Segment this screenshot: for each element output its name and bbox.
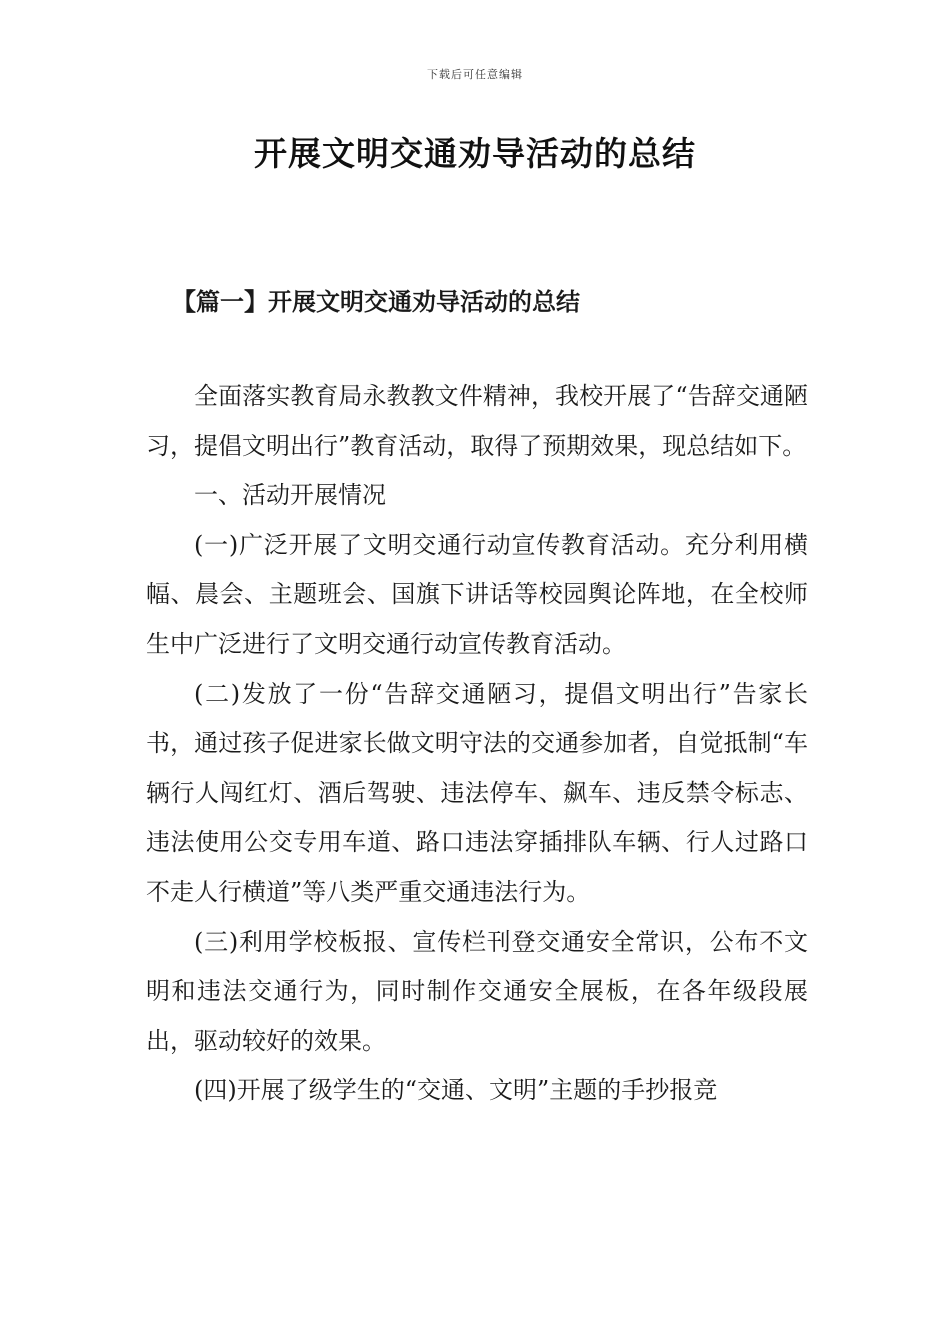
paragraph-item-1: (一)广泛开展了文明交通行动宣传教育活动。充分利用横幅、晨会、主题班会、国旗下讲话等校园舆论阵地，在全校师生中广泛进行了文明交通行动宣传教育活动。 [146, 530, 808, 658]
document-body [146, 372, 808, 1116]
paragraph-item-2: (二)发放了一份“告辞交通陋习，提倡文明出行”告家长书，通过孩子促进家长做文明守法的交通参加者，自觉抵制“车辆行人闯红灯、酒后驾驶、违法停车、飙车、违反禁令标志、违法使用公交专用车道、路口违法穿插排队车辆、行人过路口不走人行横道”等八类严重交通违法行为。 [146, 679, 808, 906]
subheading-activity-status: 一、活动开展情况 [194, 481, 386, 510]
paragraph-item-4: (四)开展了级学生的“交通、文明”主题的手抄报竞 [194, 1076, 718, 1105]
intro-paragraph: 全面落实教育局永教教文件精神，我校开展了“告辞交通陋习，提倡文明出行”教育活动，取得了预期效果，现总结如下。 [146, 382, 808, 460]
section-heading: 【篇一】开展文明交通劝导活动的总结 [172, 287, 580, 316]
paragraph-item-3: (三)利用学校板报、宣传栏刊登交通安全常识，公布不文明和违法交通行为，同时制作交通安全展板，在各年级段展出，驱动较好的效果。 [146, 927, 808, 1055]
document-title: 开展文明交通劝导活动的总结 [254, 134, 696, 173]
header-note: 下载后可任意编辑 [427, 68, 523, 81]
